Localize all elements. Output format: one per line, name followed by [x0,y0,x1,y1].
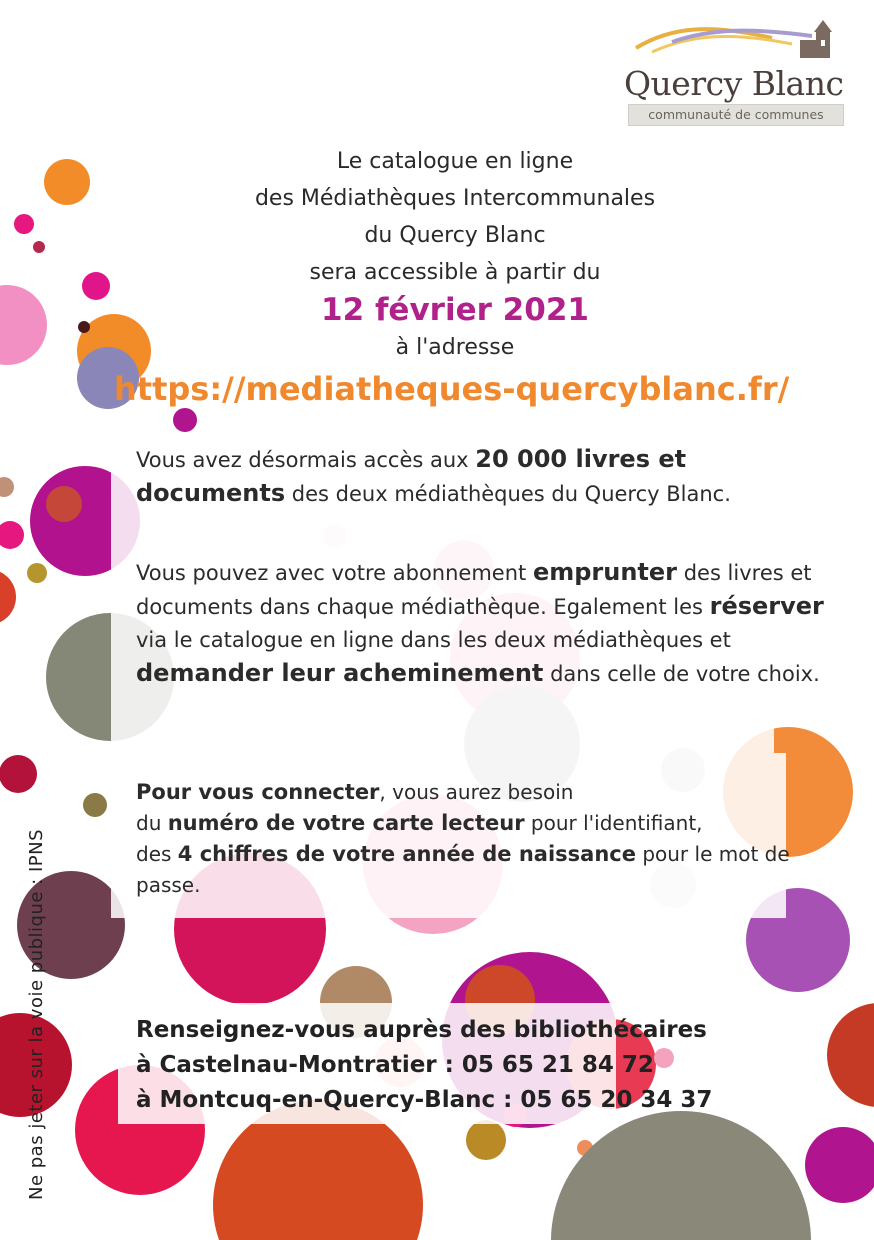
emphasis: demander leur acheminement [136,659,544,687]
text: via le catalogue en ligne dans les deux médiathèques et [136,628,731,652]
access-paragraph [136,443,836,511]
text: des deux médiathèques du Quercy Blanc. [285,482,731,506]
intro-line: sera accessible à partir du [309,260,601,285]
text: Vous avez désormais accès aux [136,448,476,472]
text: des [136,842,178,866]
catalog-url[interactable]: https://mediatheques-quercyblanc.fr/ [114,370,790,408]
emphasis: Pour vous connecter [136,780,380,804]
contact-phone-montcuq: à Montcuq-en-Quercy-Blanc : 05 65 20 34 37 [136,1087,713,1113]
emphasis: numéro de votre carte lecteur [167,811,525,835]
quercy-blanc-logo [622,18,846,130]
address-label: à l'adresse [395,335,515,360]
login-paragraph [136,777,836,901]
text: pour le mot de passe. [136,842,790,897]
borrow-paragraph [136,556,836,691]
logo-subtitle: communauté de communes [628,104,844,126]
emphasis: emprunter [532,558,678,586]
emphasis: 20 000 livres et documents [136,445,687,507]
launch-date: 12 février 2021 [321,292,589,328]
text: pour l'identifiant, [524,811,703,835]
text: dans celle de votre choix. [543,662,820,686]
ipns-note: Ne pas jeter sur la voie publique : IPNS [26,829,47,1200]
text: du [136,811,168,835]
text: des livres et documents dans chaque médiathèque. Egalement les [136,561,812,619]
intro-line: du Quercy Blanc [364,223,546,248]
announcement-intro [130,143,780,366]
intro-line: des Médiathèques Intercommunales [254,186,656,211]
church-landscape-icon [622,18,846,68]
contact-heading: Renseignez-vous auprès des bibliothécaires [136,1017,707,1043]
intro-line: Le catalogue en ligne [336,149,574,174]
contact-block [136,1013,836,1118]
emphasis: réserver [709,592,824,620]
text: Vous pouvez avec votre abonnement [136,561,533,585]
logo-name: Quercy Blanc [624,64,844,103]
contact-phone-castelnau: à Castelnau-Montratier : 05 65 21 84 72 [136,1052,654,1078]
text: , vous aurez besoin [379,780,574,804]
emphasis: 4 chiffres de votre année de naissance [177,842,636,866]
